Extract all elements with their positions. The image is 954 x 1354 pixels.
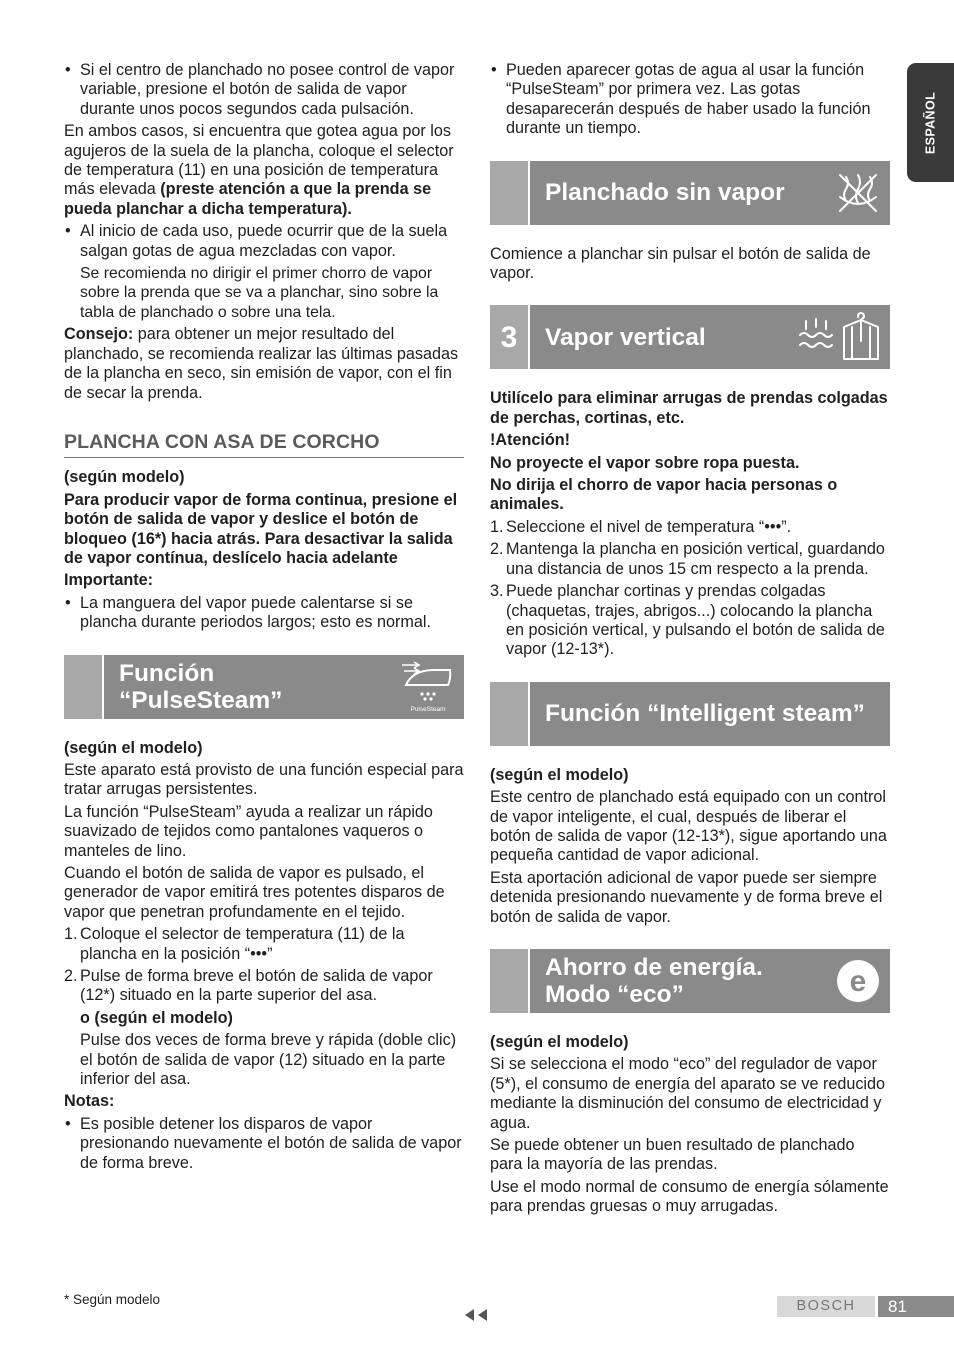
eco-icon <box>832 955 884 1007</box>
pulsesteam-icon-label: PulseSteam <box>410 705 446 713</box>
paragraph: Se puede obtener un buen resultado de planchado para la mayoría de las prendas. <box>490 1136 855 1174</box>
brand-label: BOSCH <box>777 1296 875 1317</box>
warning-text: No dirija el chorro de vapor hacia personas o animales. <box>490 476 838 514</box>
eco-mode-banner <box>490 949 890 1013</box>
paragraph: Esta aportación adicional de vapor puede ser siempre detenida presionando nuevamente y de forma breve el botón de salida de vapor. <box>490 868 883 926</box>
important-label: Importante: <box>64 571 154 590</box>
banner-tab <box>490 682 530 746</box>
list-item: • La manguera del vapor puede calentarse si se plancha durante periodos largos; esto es normal. <box>64 594 464 633</box>
back-arrows-icon <box>463 1307 491 1323</box>
model-note: (según el modelo) <box>64 738 203 757</box>
notes-label: Notas: <box>64 1092 115 1111</box>
bold-note: (preste atención a que la prenda se pueda planchar a dicha temperatura). <box>64 180 432 218</box>
pulsesteam-banner <box>64 655 464 719</box>
step-item: 3. Puede planchar cortinas y prendas colgadas (chaquetas, trajes, abrigos...) colocando la plancha en posición vertical, y pulsando el botón de salida de vapor (12-13*). <box>490 582 885 659</box>
banner-title: Planchado sin vapor <box>545 179 785 207</box>
no-steam-icon <box>832 167 884 219</box>
paragraph: Cuando el botón de salida de vapor es pulsado, el generador de vapor emitirá tres potentes disparos de vapor que penetran profundamente en el tejido. <box>64 864 445 921</box>
step-item: 2. Pulse de forma breve el botón de salida de vapor (12*) situado en la parte superior del asa. <box>64 967 433 1005</box>
step-item: 2. Mantenga la plancha en posición vertical, guardando una distancia de unos 15 cm respecto a la prenda. <box>490 540 885 578</box>
vertical-steam-icon <box>794 311 884 363</box>
banner-title: Vapor vertical <box>545 323 706 351</box>
model-note: (según el modelo) <box>490 1032 629 1051</box>
banner-tab <box>64 655 104 719</box>
right-column <box>490 61 890 1220</box>
footnote: * Según modelo <box>64 1292 161 1307</box>
paragraph: Este aparato está provisto de una función especial para tratar arrugas persistentes. <box>64 760 464 799</box>
intelligent-steam-banner <box>490 682 890 746</box>
list-item: • Si el centro de planchado no posee control de vapor variable, presione el botón de salida de vapor durante unos pocos segundos cada pulsación. <box>64 61 464 119</box>
alt-instructions: Pulse dos veces de forma breve y rápida (doble clic) el botón de salida de vapor (12) situado en la parte inferior del asa. <box>80 1031 457 1089</box>
vertical-usage: Utilícelo para eliminar arrugas de prendas colgadas de perchas, cortinas, etc. <box>490 389 888 427</box>
pulsesteam-icon <box>398 661 458 713</box>
banner-number: 3 <box>490 305 530 369</box>
paragraph: La función “PulseSteam” ayuda a realizar un rápido suavizado de tejidos como pantalones vaqueros o manteles de lino. <box>64 802 433 860</box>
list-item: • Al inicio de cada uso, puede ocurrir que de la suela salgan gotas de agua mezcladas con vapor. <box>64 222 464 261</box>
warning-text: No proyecte el vapor sobre ropa puesta. <box>490 453 800 472</box>
paragraph: En ambos casos, si encuentra que gotea agua por los agujeros de la suela de la plancha, coloque el selector de temperatura (11) en una posición de temperatura más elevada (preste atención a que la prenda se pueda planchar a dicha temperatura). <box>64 122 454 218</box>
model-note: (según el modelo) <box>490 765 629 784</box>
banner-tab <box>490 161 530 225</box>
paragraph: Use el modo normal de consumo de energía sólamente para prendas gruesas o muy arrugadas. <box>490 1177 889 1216</box>
paragraph: Este centro de planchado está equipado con un control de vapor inteligente, el cual, después de liberar el botón de salida de vapor (12-13*), sigue aportando una pequeña cantidad de vapor adicional. <box>490 788 887 865</box>
language-tab <box>907 63 954 182</box>
cork-instructions: Para producir vapor de forma continua, presione el botón de salida de vapor y deslice el botón de bloqueo (16*) hacia atrás. Para desactivar la salida de vapor contínua, deslícelo hacia adelante <box>64 490 458 567</box>
eco-icon-letter: e <box>849 964 867 998</box>
banner-title: Función “PulseSteam” <box>119 659 283 714</box>
paragraph: Comience a planchar sin pulsar el botón de salida de vapor. <box>490 244 871 283</box>
banner-title: Ahorro de energía. Modo “eco” <box>545 953 763 1008</box>
vertical-steam-banner <box>490 305 890 369</box>
list-item: • Pueden aparecer gotas de agua al usar la función “PulseSteam” por primera vez. Las gotas desaparecerán después de haber usado la función durante un tiempo. <box>490 61 890 139</box>
tip-paragraph: Consejo: para obtener un mejor resultado del planchado, se recomienda realizar las últimas pasadas de la plancha en seco, sin emisión de vapor, con el fin de secar la prenda. <box>64 325 459 402</box>
model-note: (según modelo) <box>64 468 185 487</box>
tip-label: Consejo: <box>64 325 134 344</box>
banner-tab <box>490 949 530 1013</box>
step-item: 1. Seleccione el nivel de temperatura “•••”. <box>490 517 792 536</box>
page-number: 81 <box>878 1296 954 1317</box>
attention-label: !Atención! <box>490 431 571 450</box>
banner-title: Función “Intelligent steam” <box>545 700 865 728</box>
left-column <box>64 61 464 1176</box>
language-label: ESPAÑOL <box>922 91 937 154</box>
paragraph: Si se selecciona el modo “eco” del regulador de vapor (5*), el consumo de energía del aparato se ve reducido mediante la disminución del consumo de electricidad y agua. <box>490 1055 886 1132</box>
dry-ironing-banner <box>490 161 890 225</box>
list-item: • Es posible detener los disparos de vapor presionando nuevamente el botón de salida de vapor de forma breve. <box>64 1115 464 1173</box>
alt-model-label: o (según el modelo) <box>80 1008 233 1027</box>
cork-heading: PLANCHA CON ASA DE CORCHO <box>64 433 464 458</box>
step-item: 1. Coloque el selector de temperatura (11) de la plancha en la posición “•••” <box>64 925 405 963</box>
indented-note: Se recomienda no dirigir el primer chorro de vapor sobre la prenda que se va a planchar, sino sobre la tabla de planchado o sobre una tela. <box>80 265 439 321</box>
